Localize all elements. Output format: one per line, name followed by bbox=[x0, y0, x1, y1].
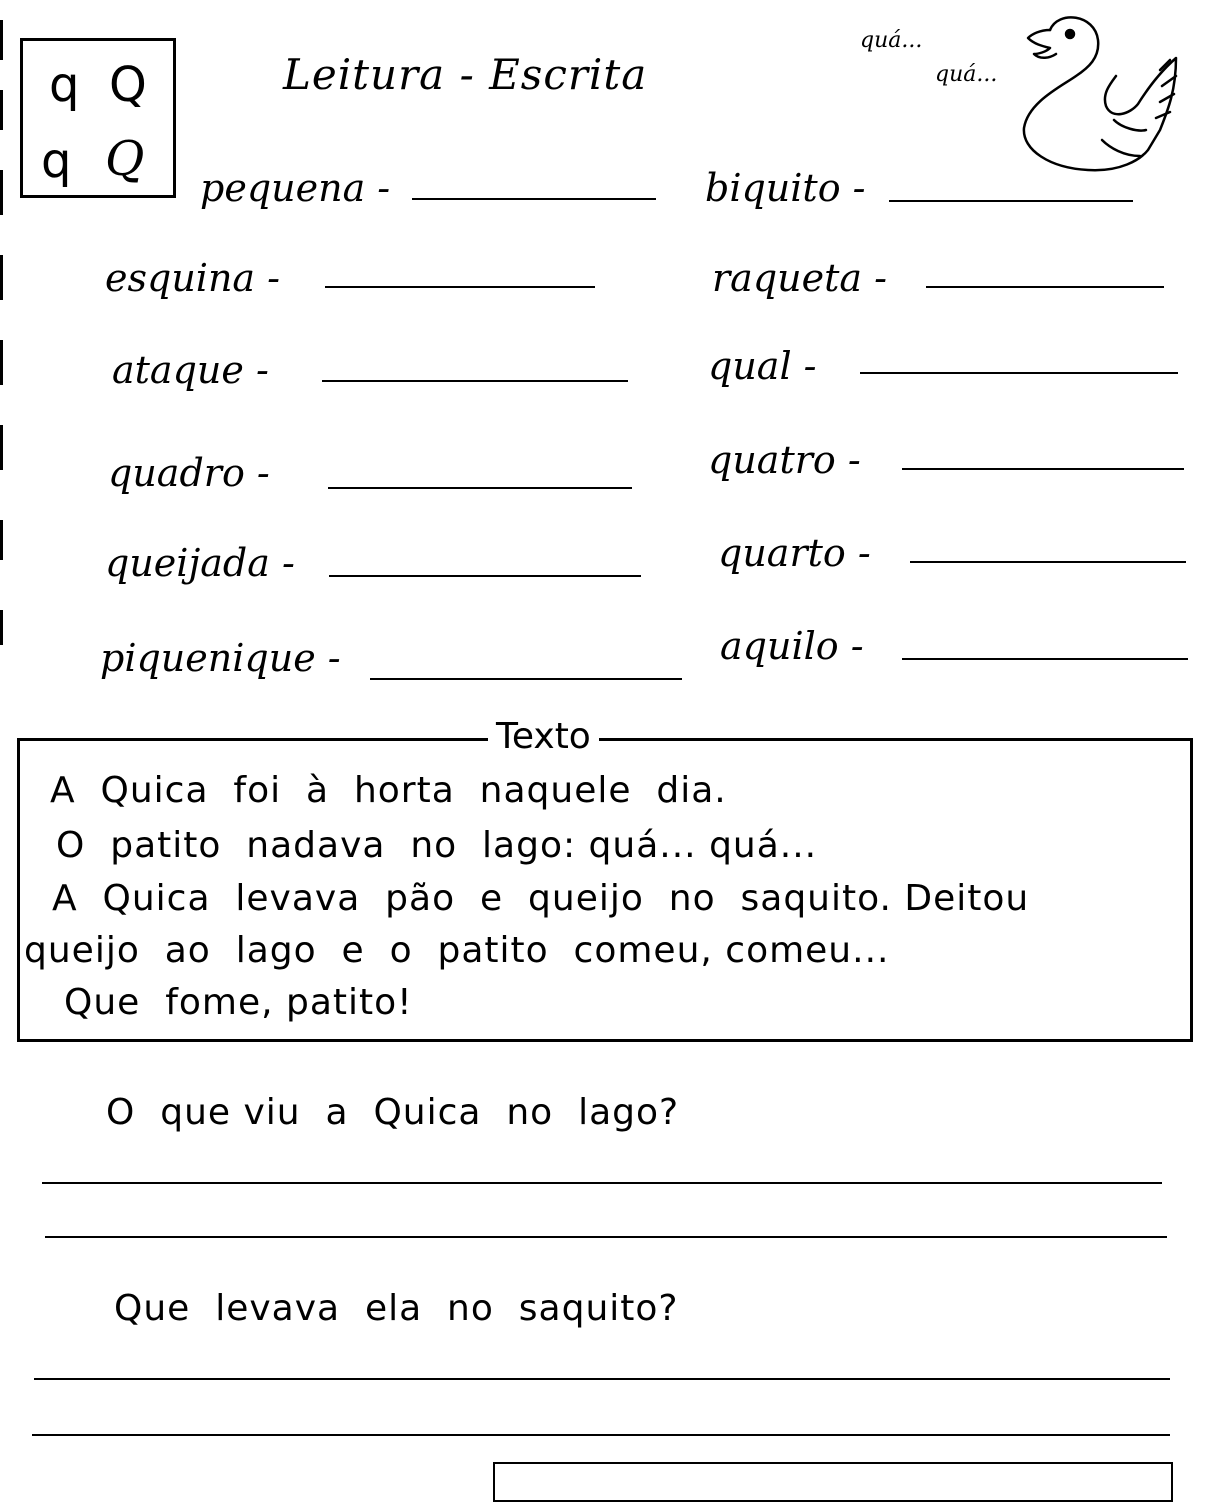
word-piquenique: piquenique - bbox=[100, 636, 341, 680]
margin-mark bbox=[0, 255, 3, 300]
word-row bbox=[105, 535, 645, 595]
write-line[interactable] bbox=[902, 468, 1184, 470]
write-line[interactable] bbox=[860, 372, 1178, 374]
text-line: A Quica levava pão e queijo no saquito. Deitou bbox=[52, 878, 1030, 919]
margin-mark bbox=[0, 170, 3, 215]
word-row bbox=[112, 342, 632, 402]
word-pequena: pequena - bbox=[200, 166, 391, 210]
text-line: queijo ao lago e o patito comeu, comeu... bbox=[24, 930, 890, 971]
answer-line[interactable] bbox=[45, 1236, 1167, 1238]
word-row bbox=[720, 618, 1190, 678]
margin-mark bbox=[0, 340, 3, 385]
margin-mark bbox=[0, 90, 3, 130]
word-aquilo: aquilo - bbox=[720, 624, 864, 668]
text-line: Que fome, patito! bbox=[64, 982, 413, 1023]
write-line[interactable] bbox=[322, 380, 628, 382]
letter-box bbox=[20, 38, 176, 198]
text-line: A Quica foi à horta naquele dia. bbox=[50, 770, 727, 811]
word-biquito: biquito - bbox=[705, 166, 866, 210]
word-raqueta: raqueta - bbox=[712, 256, 887, 300]
letter-q-lower-cursive: q bbox=[41, 133, 72, 189]
duck-sound-2: quá... bbox=[935, 62, 998, 87]
duck-icon bbox=[1010, 10, 1185, 175]
write-line[interactable] bbox=[325, 286, 595, 288]
text-line: O patito nadava no lago: quá... quá... bbox=[56, 825, 818, 866]
page-title: Leitura - Escrita bbox=[283, 50, 648, 99]
word-quadro: quadro - bbox=[108, 451, 270, 495]
write-line[interactable] bbox=[902, 658, 1188, 660]
word-quatro: quatro - bbox=[708, 438, 861, 482]
write-line[interactable] bbox=[412, 198, 656, 200]
word-quarto: quarto - bbox=[718, 531, 871, 575]
bottom-box bbox=[493, 1462, 1173, 1502]
write-line[interactable] bbox=[328, 487, 632, 489]
write-line[interactable] bbox=[926, 286, 1164, 288]
margin-mark bbox=[0, 610, 3, 645]
write-line[interactable] bbox=[329, 575, 641, 577]
word-row bbox=[108, 445, 636, 505]
write-line[interactable] bbox=[910, 561, 1186, 563]
write-line[interactable] bbox=[370, 678, 682, 680]
duck-sound-1: quá... bbox=[860, 28, 923, 53]
word-row bbox=[712, 250, 1167, 310]
letter-q-upper-cursive: Q bbox=[105, 131, 145, 187]
word-row bbox=[705, 160, 1135, 220]
answer-line[interactable] bbox=[42, 1182, 1162, 1184]
write-line[interactable] bbox=[889, 200, 1133, 202]
answer-line[interactable] bbox=[34, 1378, 1170, 1380]
word-row bbox=[200, 160, 660, 220]
margin-mark bbox=[0, 425, 3, 470]
word-row bbox=[105, 250, 600, 310]
word-esquina: esquina - bbox=[105, 256, 280, 300]
word-row bbox=[708, 338, 1180, 398]
word-row bbox=[718, 525, 1188, 585]
question-1: O que viu a Quica no lago? bbox=[106, 1092, 680, 1133]
margin-mark bbox=[0, 520, 3, 560]
letter-q-upper: Q bbox=[109, 57, 147, 113]
question-2: Que levava ela no saquito? bbox=[114, 1288, 679, 1329]
word-row bbox=[100, 630, 685, 690]
text-heading: Texto bbox=[488, 716, 599, 757]
word-queijada: queijada - bbox=[105, 541, 295, 585]
word-ataque: ataque - bbox=[112, 348, 269, 392]
word-qual: qual - bbox=[708, 344, 817, 388]
letter-q-lower: q bbox=[49, 57, 80, 113]
margin-mark bbox=[0, 20, 3, 60]
answer-line[interactable] bbox=[32, 1434, 1170, 1436]
word-row bbox=[708, 432, 1186, 492]
